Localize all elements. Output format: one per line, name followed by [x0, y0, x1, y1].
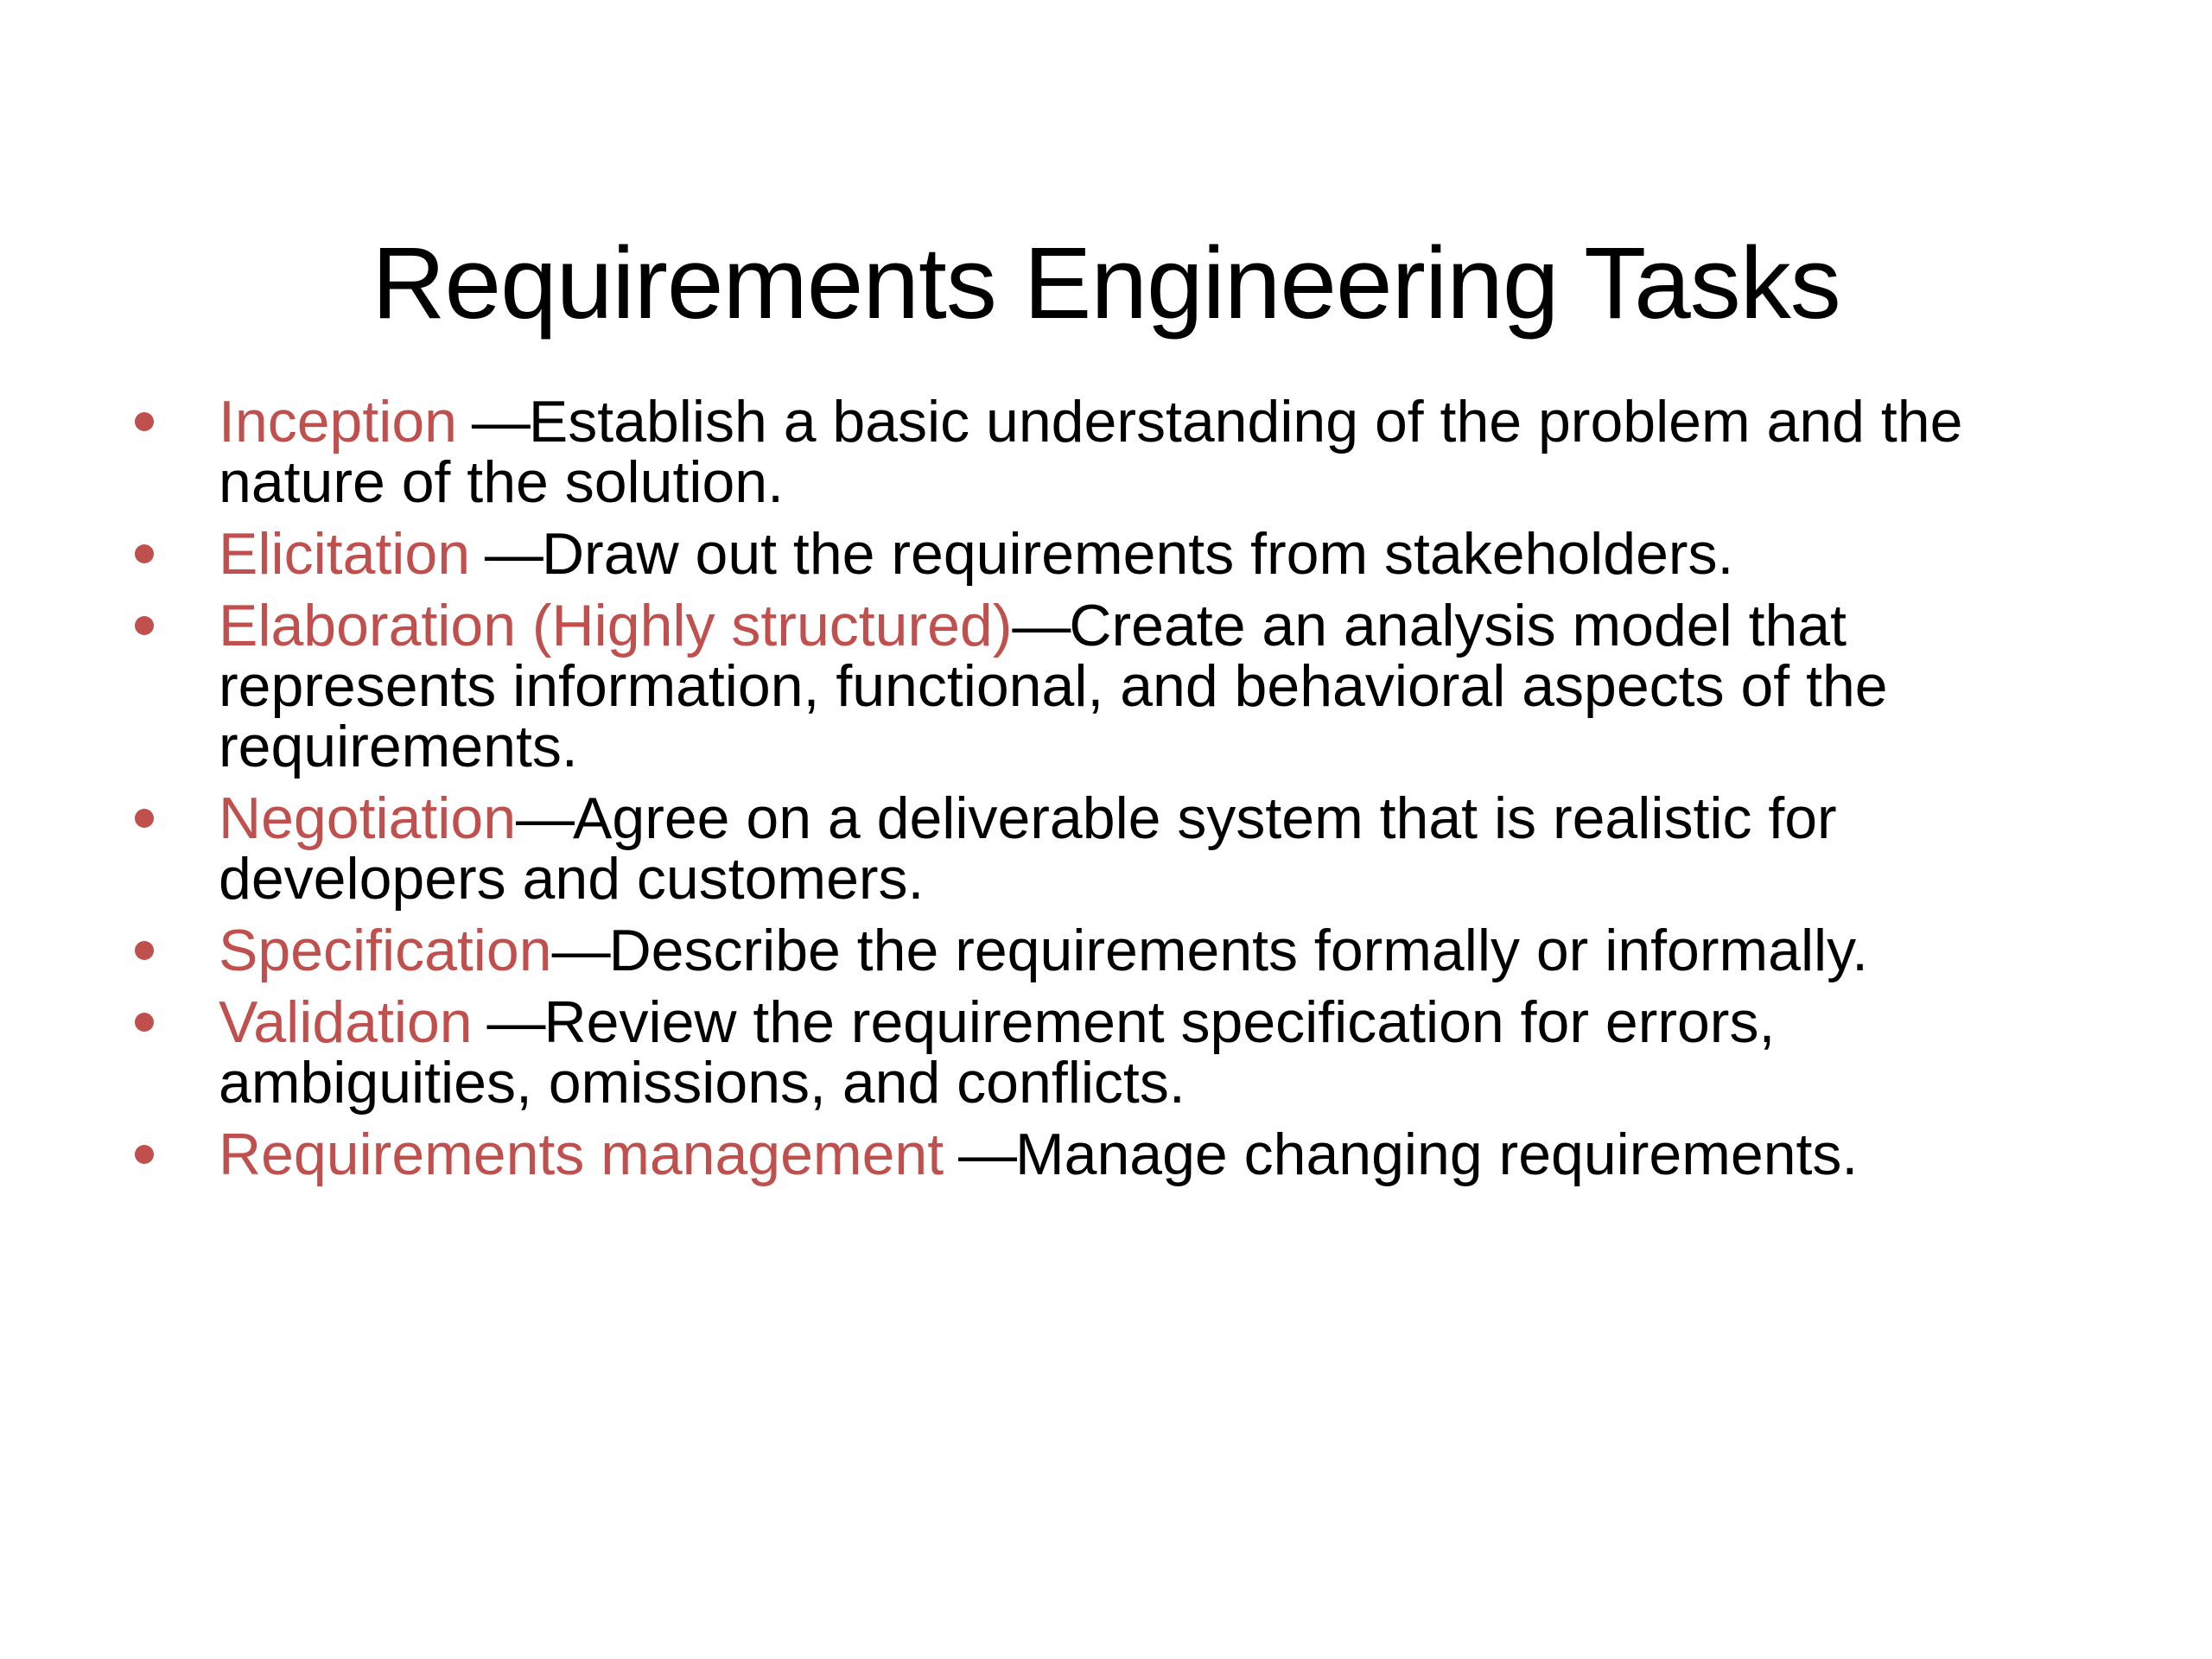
list-item	[0, 595, 2212, 777]
task-description: Manage changing requirements.	[1015, 1122, 1859, 1187]
task-separator: —	[472, 989, 544, 1055]
list-item	[0, 521, 2212, 587]
task-separator: —	[456, 389, 529, 454]
task-term: Validation	[219, 989, 473, 1055]
task-separator: —	[516, 785, 574, 851]
task-term: Requirements management	[219, 1122, 944, 1187]
list-item	[0, 920, 2212, 981]
task-separator: —	[1012, 593, 1070, 658]
task-description: Establish a basic understanding of the problem and the nature of the solution.	[219, 389, 1963, 515]
task-description: Agree on a deliverable system that is realistic for developers and customers.	[219, 785, 1837, 912]
list-item	[0, 785, 2212, 912]
task-term: Inception	[219, 389, 457, 454]
bullet-dot-icon	[135, 809, 154, 828]
task-term: Specification	[219, 918, 552, 983]
bullet-dot-icon	[135, 544, 154, 563]
task-separator: —	[470, 521, 542, 587]
bullet-dot-icon	[135, 616, 154, 635]
bullet-dot-icon	[135, 412, 154, 431]
task-list	[0, 391, 2212, 1196]
task-description: Describe the requirements formally or informally.	[608, 918, 1869, 983]
task-description: Draw out the requirements from stakeholders.	[541, 521, 1734, 587]
list-item	[0, 389, 2212, 515]
bullet-dot-icon	[135, 1013, 154, 1032]
task-separator: —	[944, 1122, 1016, 1187]
task-term: Elaboration (Highly structured)	[219, 593, 1013, 658]
task-description: Create an analysis model that represents information, functional, and behavioral aspects of the requirements.	[219, 593, 1888, 779]
task-separator: —	[551, 918, 609, 983]
bullet-dot-icon	[135, 1145, 154, 1164]
task-term: Elicitation	[219, 521, 471, 587]
list-item	[0, 1124, 2212, 1185]
task-description: Review the requirement specification for errors, ambiguities, omissions, and conflicts.	[219, 989, 1776, 1116]
list-item	[0, 989, 2212, 1116]
slide-title: Requirements Engineering Tasks	[372, 226, 1840, 340]
task-term: Negotiation	[219, 785, 517, 851]
bullet-dot-icon	[135, 941, 154, 960]
